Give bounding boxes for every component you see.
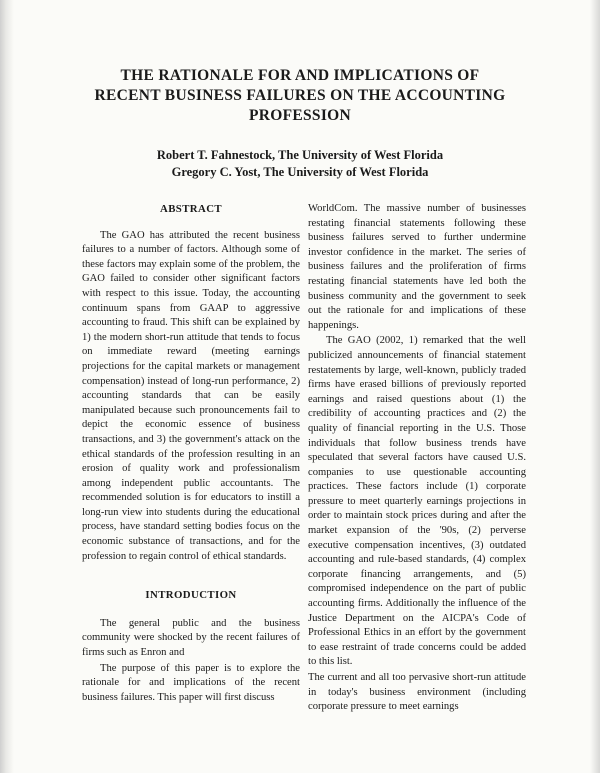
title-line: RECENT BUSINESS FAILURES ON THE ACCOUNTING (94, 87, 506, 104)
author-block (60, 147, 540, 181)
right-column (308, 202, 526, 715)
paper-title (60, 66, 540, 126)
body-paragraph: The general public and the business community were shocked by the recent failures of firms such as Enron and (82, 617, 300, 659)
abstract-paragraph: The GAO has attributed the recent business failures to a number of factors. Although some of these factors may explain some of the problem, the GAO failed to consider other significant factors with respect to this issue. Today, the accounting continuum spans from GAAP to aggressive accounting to fraud. This shift can be explained by 1) the modern short-run attitude that tends to focus on immediate reward (meeting earnings projections for the capital markets or management compensation) instead of long-run performance, 2) accounting standards that can be easily manipulated because such pronouncements fail to depict the economic essence of business transactions, and 3) the government's attack on the ethical standards of the profession resulting in an erosion of quality work and professionalism among independent public accountants. The recommended solution is for educators to instill a long-run view into students during the educational process, have standard setting bodies focus on the economic substance of transactions, and for the profession to regain control of ethical standards. (82, 229, 300, 562)
scan-shadow-right (590, 0, 600, 773)
body-paragraph: The current and all too pervasive short-run attitude in today's business environment (including corporate pressure to meet earnings (308, 672, 526, 713)
body-paragraph: The purpose of this paper is to explore the rationale for and implications of the recent business failures. This paper will first discuss (82, 662, 300, 703)
scan-shadow-left (0, 0, 14, 773)
abstract-heading: ABSTRACT (160, 203, 222, 215)
author-line: Gregory C. Yost, The University of West Florida (171, 165, 429, 179)
title-line: PROFESSION (248, 107, 352, 124)
title-line: THE RATIONALE FOR AND IMPLICATIONS OF (120, 67, 480, 84)
body-paragraph: The GAO (2002, 1) remarked that the well publicized announcements of financial statement restatements by large, well-known, publicly traded firms have erased billions of previously reported earnings and raised questions about (1) the credibility of accounting practices and (2) the quality of financial reporting in the U.S. Those individuals that follow business trends have speculated that several factors have caused U.S. companies to use questionable accounting practices. These factors include (1) corporate pressure to meet quarterly earnings projections in order to maintain stock prices during and after the market expansion of the '90s, (2) perverse executive compensation incentives, (3) outdated accounting and rule-based standards, (4) complex corporate financing arrangements, and (5) compromised independence on the part of public accounting firms. Additionally the influence of the Justice Department on the AICPA's Code of Professional Ethics in an effort by the government to ease restraint of trade concerns could be added to this list. (308, 335, 526, 668)
introduction-heading: INTRODUCTION (145, 589, 237, 602)
author-line: Robert T. Fahnestock, The University of West Florida (156, 148, 444, 162)
body-paragraph: WorldCom. The massive number of businesses restating financial statements following these business failures served to further undermine investor confidence in the market. The series of business failures and the proliferation of firms restating financial statements have led both the business community and the government to seek out the rationale for and implications of these happenings. (308, 203, 526, 331)
left-column (82, 202, 300, 705)
